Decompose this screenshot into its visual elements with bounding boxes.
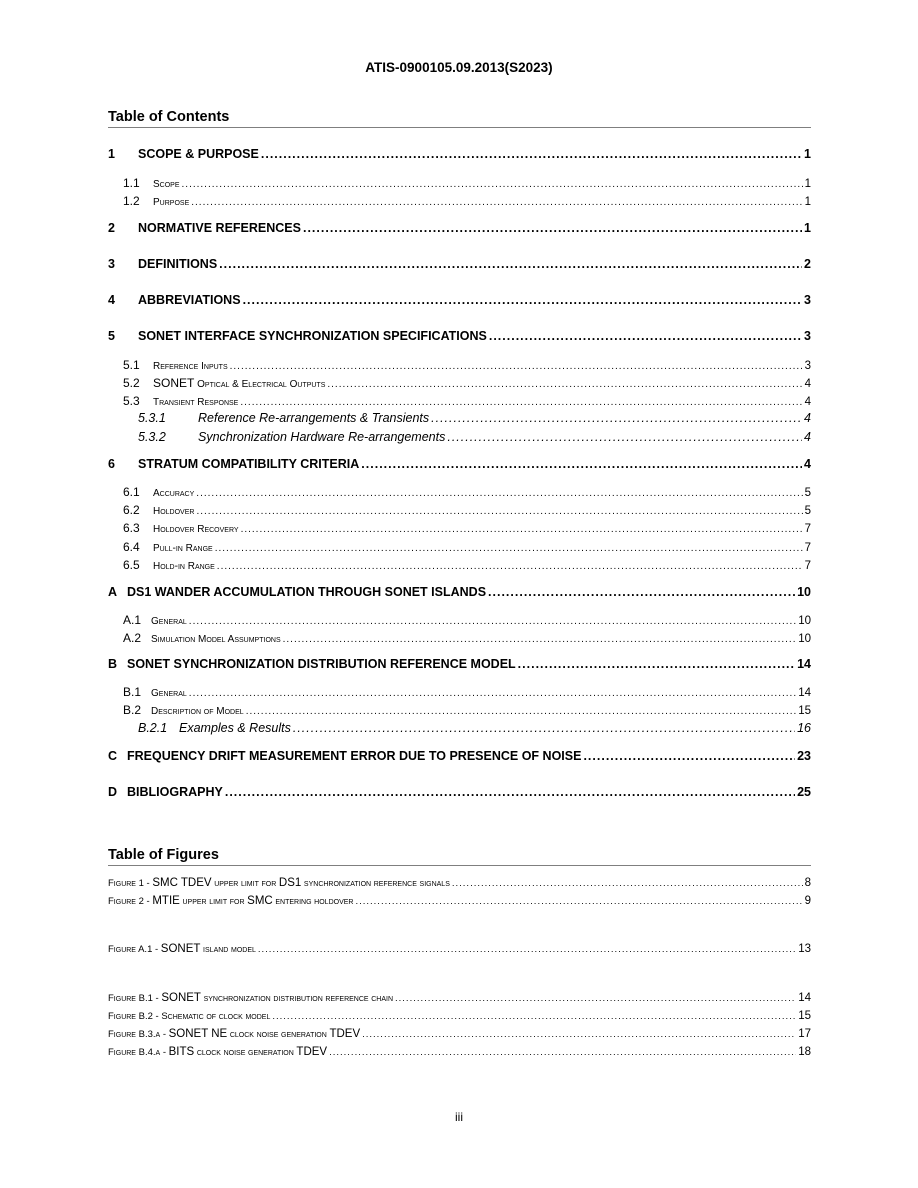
leader-dots (293, 721, 795, 735)
toc-entry-number: 6.2 (123, 503, 140, 517)
toc-entry-title: FREQUENCY DRIFT MEASUREMENT ERROR DUE TO PRESENCE OF NOISE (127, 749, 582, 763)
toc-entry-title: ABBREVIATIONS (138, 293, 241, 307)
toc-entry-page: 14 (797, 657, 811, 671)
toc-entry-number: C (108, 749, 118, 763)
leader-dots (196, 506, 802, 517)
toc-entry[interactable] (108, 521, 811, 535)
toc-entry[interactable] (108, 376, 811, 390)
leader-dots (355, 896, 802, 907)
leader-dots (303, 221, 802, 235)
toc-entry-number: 1.2 (123, 194, 140, 208)
toc-entry-title: BIBLIOGRAPHY (127, 785, 223, 799)
leader-dots (431, 411, 802, 425)
toc-entry-title: SONET Optical & Electrical Outputs (153, 376, 326, 390)
toc-entry-page: 7 (804, 560, 811, 572)
leader-dots (240, 397, 802, 408)
toc-entry-page: 1 (804, 147, 811, 161)
toc-entry-page: 15 (798, 705, 811, 717)
toc-entry[interactable] (108, 585, 811, 599)
toc-entry-number: 2 (108, 221, 115, 235)
toc-entry[interactable] (108, 358, 811, 372)
toc-entry-page: 14 (798, 687, 811, 699)
toc-entry[interactable] (108, 147, 811, 161)
toc-entry[interactable] (108, 293, 811, 307)
figure-entry[interactable] (108, 1028, 811, 1040)
toc-entry-title: Simulation Model Assumptions (151, 634, 281, 645)
toc-entry-title: Holdover Recovery (153, 524, 239, 535)
leader-dots (362, 1029, 796, 1040)
toc-entry-number: 6.5 (123, 558, 140, 572)
toc-entry[interactable] (108, 703, 811, 717)
toc-entry-number: B.2 (123, 703, 142, 717)
leader-dots (361, 457, 802, 471)
toc-entry-title: Synchronization Hardware Re-arrangements (198, 430, 446, 444)
leader-dots (189, 616, 796, 627)
toc-entry-number: 3 (108, 257, 115, 271)
toc-entry-number: A.2 (123, 631, 142, 645)
figure-entry-page: 18 (798, 1046, 811, 1058)
leader-dots (452, 878, 803, 889)
toc-entry-title: Pull-in Range (153, 543, 213, 554)
toc-entry-page: 3 (804, 293, 811, 307)
figure-entry-title: Figure B.2 - Schematic of clock model (108, 1011, 271, 1022)
toc-entry-number: 5.3.1 (138, 411, 166, 425)
figure-entry[interactable] (108, 943, 811, 955)
toc-entry[interactable] (108, 221, 811, 235)
toc-entry-number: 6.1 (123, 485, 140, 499)
leader-dots (246, 706, 797, 717)
toc-entry-title: Purpose (153, 197, 190, 208)
toc-entry-page: 1 (804, 178, 811, 190)
toc-entry-number: 1.1 (123, 176, 140, 190)
toc-entry-page: 4 (804, 411, 811, 425)
page-number: iii (455, 1110, 463, 1124)
toc-entry[interactable] (108, 749, 811, 763)
figure-entry-page: 15 (798, 1010, 811, 1022)
toc-entry-page: 16 (797, 721, 811, 735)
toc-entry[interactable] (108, 785, 811, 799)
toc-entry[interactable] (108, 411, 811, 425)
figure-entry-title: Figure A.1 - SONET island model (108, 943, 256, 955)
toc-entry-number: A (108, 585, 118, 599)
toc-entry[interactable] (108, 540, 811, 554)
toc-entry-title: Scope (153, 179, 180, 190)
leader-dots (329, 1047, 796, 1058)
toc-entry[interactable] (108, 613, 811, 627)
leader-dots (518, 657, 795, 671)
toc-entry-title: Examples & Results (179, 721, 291, 735)
leader-dots (182, 179, 803, 190)
toc-entry-number: 5.3.2 (138, 430, 166, 444)
toc-heading: Table of Contents (108, 109, 811, 128)
toc-entry-title: NORMATIVE REFERENCES (138, 221, 301, 235)
toc-entry-number: 5 (108, 329, 115, 343)
toc-entry-number: B (108, 657, 118, 671)
toc-entry[interactable] (108, 631, 811, 645)
leader-dots (283, 634, 797, 645)
toc-entry-number: 6.3 (123, 521, 140, 535)
toc-entry-number: 4 (108, 293, 115, 307)
toc-entry[interactable] (108, 394, 811, 408)
toc-entry[interactable] (108, 194, 811, 208)
toc-entry-number: 1 (108, 147, 115, 161)
toc-entry-title: Accuracy (153, 488, 195, 499)
figure-entry[interactable] (108, 992, 811, 1004)
toc-entry-page: 25 (797, 785, 811, 799)
figure-entry[interactable] (108, 1046, 811, 1058)
toc-entry-number: 5.3 (123, 394, 140, 408)
leader-dots (191, 197, 802, 208)
leader-dots (489, 329, 802, 343)
toc-entry[interactable] (108, 503, 811, 517)
figure-entry[interactable] (108, 1010, 811, 1022)
toc-entry[interactable] (108, 558, 811, 572)
toc-entry-page: 2 (804, 257, 811, 271)
leader-dots (488, 585, 795, 599)
toc-entry-number: 5.1 (123, 358, 140, 372)
toc-entry-page: 3 (804, 329, 811, 343)
toc-entry-title: Description of Model (151, 706, 244, 717)
toc-entry-page: 4 (804, 430, 811, 444)
toc-entry-page: 10 (797, 585, 811, 599)
toc-entry[interactable] (108, 329, 811, 343)
toc-entry-number: D (108, 785, 118, 799)
toc-entry-title: DS1 WANDER ACCUMULATION THROUGH SONET ISLANDS (127, 585, 487, 599)
figure-entry-title: Figure B.3.a - SONET NE clock noise generation TDEV (108, 1028, 361, 1040)
leader-dots (217, 561, 803, 572)
toc-entry[interactable] (108, 685, 811, 699)
toc-entry-title: Reference Re-arrangements & Transients (198, 411, 430, 425)
figure-entry-title: Figure B.4.a - BITS clock noise generation TDEV (108, 1046, 328, 1058)
toc-entry[interactable] (108, 457, 811, 471)
toc-entry[interactable] (108, 257, 811, 271)
toc-entry-page: 1 (804, 196, 811, 208)
document-header: ATIS-0900105.09.2013(S2023) (365, 60, 553, 75)
figure-entry-title: Figure B.1 - SONET synchronization distribution reference chain (108, 992, 394, 1004)
leader-dots (583, 749, 795, 763)
leader-dots (215, 543, 803, 554)
toc-entry[interactable] (108, 721, 811, 735)
toc-entry-page: 1 (804, 221, 811, 235)
figure-entry[interactable] (108, 877, 811, 889)
tof-heading: Table of Figures (108, 847, 811, 866)
toc-entry-number: B.2.1 (138, 721, 168, 735)
leader-dots (258, 944, 796, 955)
toc-entry-title: General (151, 688, 187, 699)
toc-entry-number: A.1 (123, 613, 142, 627)
toc-entry-page: 7 (804, 523, 811, 535)
toc-entry-page: 3 (804, 360, 811, 372)
toc-entry[interactable] (108, 430, 811, 444)
toc-entry-title: STRATUM COMPATIBILITY CRITERIA (138, 457, 360, 471)
toc-entry-number: 5.2 (123, 376, 140, 390)
toc-entry-page: 5 (804, 505, 811, 517)
leader-dots (261, 147, 802, 161)
leader-dots (327, 379, 802, 390)
toc-entry-title: DEFINITIONS (138, 257, 218, 271)
figure-entry-page: 13 (798, 943, 811, 955)
leader-dots (395, 993, 796, 1004)
toc-entry-page: 7 (804, 542, 811, 554)
toc-entry[interactable] (108, 657, 811, 671)
leader-dots (196, 488, 802, 499)
toc-entry-title: Reference Inputs (153, 361, 228, 372)
toc-entry-title: SONET INTERFACE SYNCHRONIZATION SPECIFICATIONS (138, 329, 487, 343)
toc-entry-number: B.1 (123, 685, 142, 699)
toc-entry-title: General (151, 616, 187, 627)
toc-entry-page: 23 (797, 749, 811, 763)
leader-dots (447, 430, 802, 444)
toc-entry-page: 4 (804, 378, 811, 390)
toc-entry-title: Hold-in Range (153, 561, 215, 572)
figure-entry-title: Figure 1 - SMC TDEV upper limit for DS1 synchronization reference signals (108, 877, 450, 889)
toc-entry-page: 5 (804, 487, 811, 499)
leader-dots (189, 688, 796, 699)
figure-entry-page: 17 (798, 1028, 811, 1040)
figure-entry-page: 8 (804, 877, 811, 889)
leader-dots (272, 1011, 796, 1022)
leader-dots (230, 361, 803, 372)
figure-entry[interactable] (108, 895, 811, 907)
toc-entry[interactable] (108, 176, 811, 190)
toc-entry-number: 6.4 (123, 540, 140, 554)
toc-entry-page: 10 (798, 633, 811, 645)
leader-dots (243, 293, 802, 307)
figure-entry-page: 14 (798, 992, 811, 1004)
toc-entry-title: Transient Response (153, 397, 239, 408)
toc-entry-title: SONET SYNCHRONIZATION DISTRIBUTION REFERENCE MODEL (127, 657, 516, 671)
toc-entry[interactable] (108, 485, 811, 499)
toc-entry-title: Holdover (153, 506, 195, 517)
toc-entry-page: 4 (804, 396, 811, 408)
toc-entry-page: 4 (804, 457, 811, 471)
leader-dots (225, 785, 795, 799)
leader-dots (241, 524, 803, 535)
leader-dots (219, 257, 802, 271)
figure-entry-title: Figure 2 - MTIE upper limit for SMC entering holdover (108, 895, 354, 907)
toc-entry-title: SCOPE & PURPOSE (138, 147, 259, 161)
figure-entry-page: 9 (804, 895, 811, 907)
toc-entry-page: 10 (798, 615, 811, 627)
toc-entry-number: 6 (108, 457, 115, 471)
